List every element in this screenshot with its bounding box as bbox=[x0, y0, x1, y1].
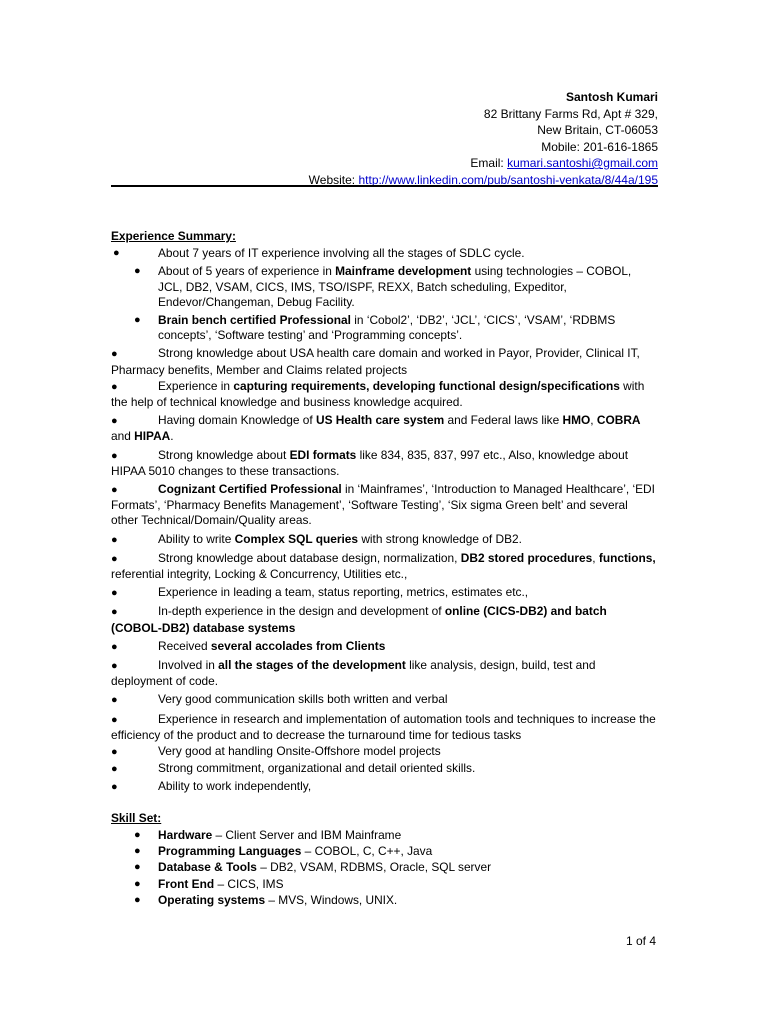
page-number: 1 of 4 bbox=[625, 934, 656, 948]
bullet-icon: ● bbox=[113, 247, 120, 260]
header-divider bbox=[111, 185, 658, 187]
skill-item: ● Operating systems – MVS, Windows, UNIX. bbox=[134, 892, 398, 907]
website-label: Website: bbox=[308, 172, 359, 187]
experience-item: ● Received several accolades from Clients bbox=[111, 639, 656, 655]
bullet-icon: ● bbox=[134, 828, 141, 841]
experience-item: ● Experience in capturing requirements, developing functional design/specifications with the help of technical knowledge and business knowledge acquired. bbox=[111, 378, 645, 410]
skill-item: ● Database & Tools – DB2, VSAM, RDBMS, Oracle, SQL server bbox=[134, 860, 492, 875]
bullet-icon: ● bbox=[111, 660, 118, 673]
experience-item: ● Strong commitment, organizational and detail oriented skills. bbox=[111, 761, 656, 777]
experience-item: ● Strong knowledge about USA health care domain and worked in Payor, Provider, Clinical IT, Pharmacy benefits, Member and Claims related projects bbox=[111, 346, 640, 377]
bullet-icon: ● bbox=[111, 640, 118, 653]
experience-item: ● Involved in all the stages of the development like analysis, design, build, test and deployment of code. bbox=[111, 658, 596, 689]
experience-item: ● Very good at handling Onsite-Offshore model projects bbox=[111, 744, 656, 760]
bullet-icon: ● bbox=[111, 587, 118, 600]
resume-body bbox=[111, 229, 656, 909]
experience-item: ● Ability to work independently, bbox=[111, 779, 656, 795]
bullet-icon: ● bbox=[111, 780, 118, 793]
bullet-icon: ● bbox=[111, 533, 118, 546]
bullet-icon: ● bbox=[134, 265, 141, 278]
bullet-icon: ● bbox=[134, 861, 141, 874]
bullet-icon: ● bbox=[134, 314, 141, 327]
email-label: Email: bbox=[470, 156, 508, 170]
bullet-icon: ● bbox=[111, 606, 118, 619]
website-link[interactable]: http://www.linkedin.com/pub/santoshi-venkata/8/44a/195 bbox=[358, 172, 658, 187]
experience-item: ● Brain bench certified Professional in ‘Cobol2’, ‘DB2’, ‘JCL’, ‘CICS’, ‘VSAM’, ‘RDBMS concepts’, ‘Software testing’ and ‘Programming concepts’. bbox=[134, 313, 616, 343]
bullet-icon: ● bbox=[134, 893, 141, 906]
mobile-number: Mobile: 201-616-1865 bbox=[541, 139, 658, 154]
bullet-icon: ● bbox=[134, 877, 141, 890]
skill-item: ● Programming Languages – COBOL, C, C++, Java bbox=[134, 844, 433, 859]
bullet-icon: ● bbox=[111, 713, 118, 726]
experience-summary-title: Experience Summary: bbox=[111, 229, 236, 243]
bullet-icon: ● bbox=[111, 746, 118, 759]
experience-item: ● Strong knowledge about database design, normalization, DB2 stored procedures, functions, referential integrity, Locking & Concurrency, Utilities etc., bbox=[111, 550, 656, 582]
bullet-icon: ● bbox=[111, 380, 118, 393]
bullet-icon: ● bbox=[111, 449, 118, 462]
address-line-1: 82 Brittany Farms Rd, Apt # 329, bbox=[483, 106, 658, 121]
skill-item: ● Hardware – Client Server and IBM Mainframe bbox=[134, 827, 402, 842]
address-line-2: New Britain, CT-06053 bbox=[537, 123, 658, 137]
bullet-icon: ● bbox=[111, 694, 118, 707]
bullet-icon: ● bbox=[111, 763, 118, 776]
skill-item: ● Front End – CICS, IMS bbox=[134, 876, 284, 891]
bullet-icon: ● bbox=[111, 348, 118, 361]
experience-item: ● About 7 years of IT experience involving all the stages of SDLC cycle. bbox=[113, 246, 525, 261]
candidate-name: Santosh Kumari bbox=[565, 90, 658, 104]
experience-item: ● Ability to write Complex SQL queries with strong knowledge of DB2. bbox=[111, 532, 656, 548]
bullet-icon: ● bbox=[111, 415, 118, 428]
experience-item: ● Experience in research and implementation of automation tools and techniques to increase the efficiency of the product and to decrease the turnaround time for tedious tasks bbox=[111, 711, 656, 742]
experience-item: ● In-depth experience in the design and development of online (CICS-DB2) and batch (COBOL-DB2) database systems bbox=[111, 604, 607, 635]
experience-item: ● Having domain Knowledge of US Health care system and Federal laws like HMO, COBRA and HIPAA. bbox=[111, 413, 641, 444]
skill-set-title: Skill Set: bbox=[111, 810, 162, 825]
experience-item: ● Cognizant Certified Professional in ‘Mainframes’, ‘Introduction to Managed Healthcare’, ‘EDI Formats’, ‘Pharmacy Benefits Management’, ‘Software Testing’, ‘Six sigma Green belt’ and several other Technical/Domain/Quality areas. bbox=[111, 482, 655, 528]
resume-header bbox=[309, 89, 658, 188]
bullet-icon: ● bbox=[134, 845, 141, 858]
email-line bbox=[309, 155, 658, 172]
bullet-icon: ● bbox=[111, 484, 118, 497]
experience-item: ● About of 5 years of experience in Mainframe development using technologies – COBOL, JCL, DB2, VSAM, CICS, IMS, TSO/ISPF, REXX, Batch scheduling, Expeditor, Endevor/Changeman, Debug Facility. bbox=[134, 264, 632, 309]
experience-item: ● Experience in leading a team, status reporting, metrics, estimates etc., bbox=[111, 585, 656, 601]
skill-set-section bbox=[111, 811, 656, 908]
email-link[interactable]: kumari.santoshi@gmail.com bbox=[507, 156, 658, 170]
experience-item: ● Strong knowledge about EDI formats like 834, 835, 837, 997 etc., Also, knowledge about HIPAA 5010 changes to these transactions. bbox=[111, 447, 628, 478]
experience-item: ● Very good communication skills both written and verbal bbox=[111, 692, 656, 708]
bullet-icon: ● bbox=[111, 552, 118, 565]
